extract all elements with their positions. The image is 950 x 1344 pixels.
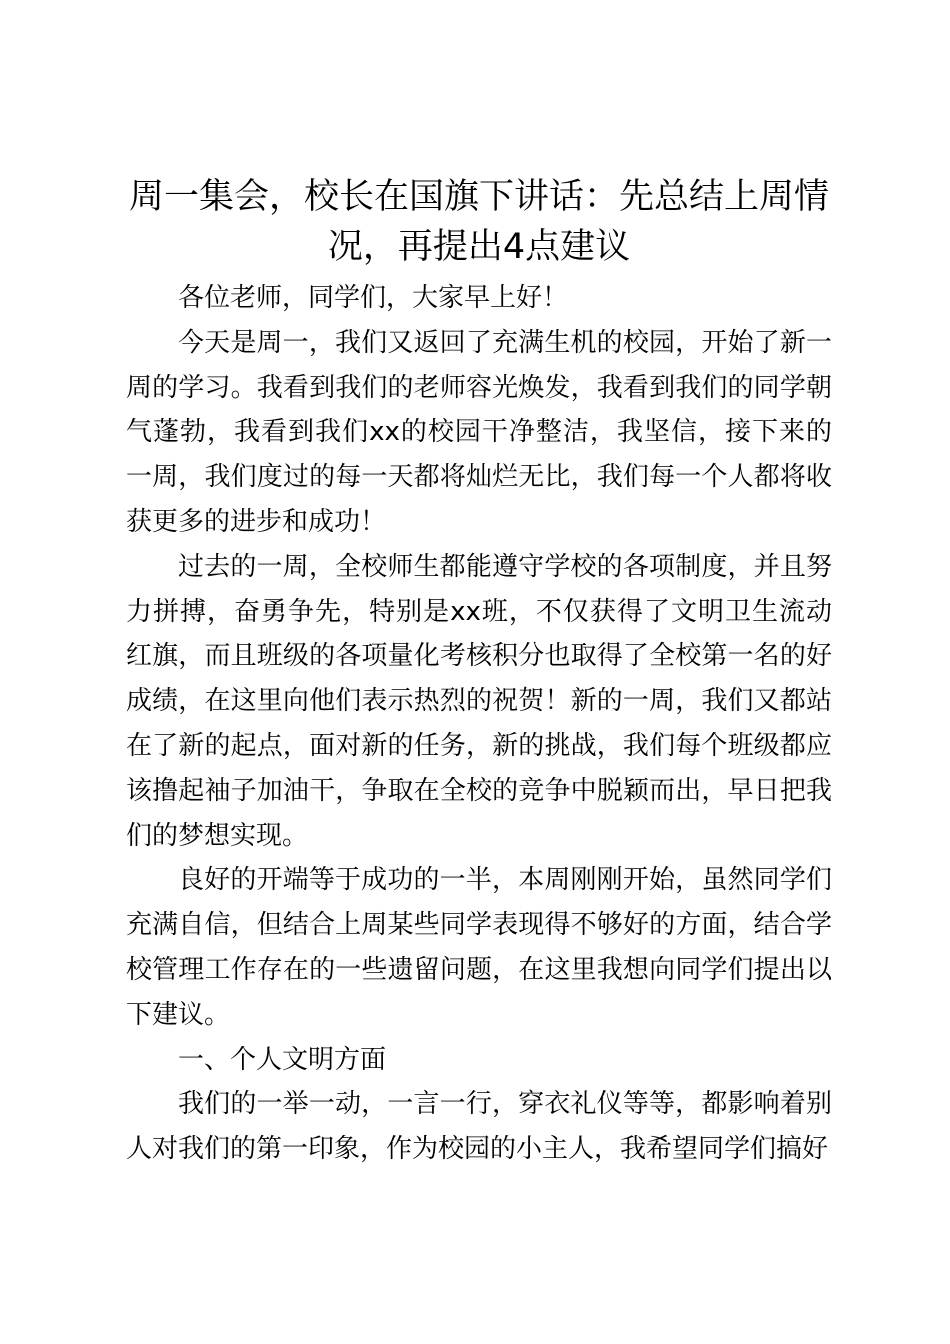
body-paragraph-1: 今天是周一，我们又返回了充满生机的校园，开始了新一周的学习。我看到我们的老师容光焕发，我看到我们的同学朝气蓬勃，我看到我们xx的校园干净整洁，我坚信，接下来的一周，我们度过的每一天都将灿烂无比，我们每一个人都将收获更多的进步和成功！ <box>126 327 832 537</box>
body-paragraph-2: 过去的一周，全校师生都能遵守学校的各项制度，并且努力拼搏，奋勇争先，特别是xx班，不仅获得了文明卫生流动红旗，而且班级的各项量化考核积分也取得了全校第一名的好成绩，在这里向他们表示热烈的祝贺！新的一周，我们又都站在了新的起点，面对新的任务，新的挑战，我们每个班级都应该撸起袖子加油干，争取在全校的竞争中脱颖而出，早日把我们的梦想实现。 <box>126 551 832 851</box>
greeting-paragraph: 各位老师，同学们，大家早上好！ <box>178 283 569 313</box>
document-page <box>126 172 832 1172</box>
section-paragraph: 我们的一举一动，一言一行，穿衣礼仪等等，都影响着别人对我们的第一印象，作为校园的小主人，我希望同学们搞好 <box>126 1089 832 1165</box>
body-paragraph-3: 良好的开端等于成功的一半，本周刚刚开始，虽然同学们充满自信，但结合上周某些同学表现得不够好的方面，结合学校管理工作存在的一些遗留问题，在这里我想向同学们提出以下建议。 <box>126 865 832 1030</box>
section-heading: 一、个人文明方面 <box>178 1044 387 1075</box>
document-title: 周一集会，校长在国旗下讲话：先总结上周情况，再提出4点建议 <box>128 177 829 267</box>
